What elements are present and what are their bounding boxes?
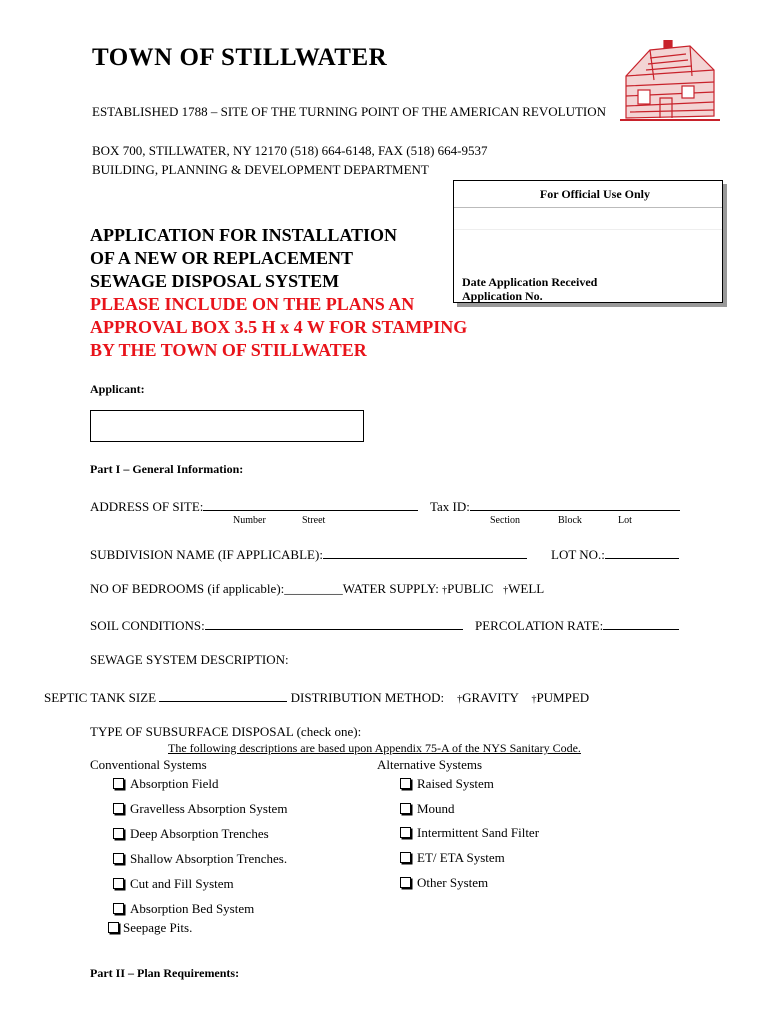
subsurface-note: The following descriptions are based upon Appendix 75-A of the NYS Sanitary Code.	[168, 741, 581, 755]
part1-heading: Part I – General Information:	[90, 462, 244, 476]
checkbox-label: ET/ ETA System	[417, 850, 505, 865]
checkbox-icon	[400, 852, 411, 863]
checkbox-deep-trenches[interactable]	[113, 826, 269, 842]
town-logo-house-icon	[620, 40, 720, 124]
alternative-heading: Alternative Systems	[377, 757, 483, 772]
checkbox-shallow-trenches[interactable]	[113, 851, 287, 867]
bedrooms-label: NO OF BEDROOMS (if applicable):_________WATER SUPPLY:	[90, 581, 439, 596]
checkbox-icon	[108, 922, 119, 933]
well-radio[interactable]: †	[503, 585, 509, 596]
checkbox-seepage-pits[interactable]	[108, 920, 192, 936]
perc-label: PERCOLATION RATE:	[475, 618, 604, 633]
lot-label: Lot	[618, 515, 632, 526]
checkbox-mound[interactable]	[400, 801, 455, 817]
checkbox-icon	[400, 827, 411, 838]
perc-field[interactable]	[603, 617, 679, 630]
address-line: BOX 700, STILLWATER, NY 12170 (518) 664-6148, FAX (518) 664-9537	[92, 143, 488, 158]
checkbox-icon	[113, 803, 124, 814]
checkbox-icon	[113, 903, 124, 914]
checkbox-icon	[400, 778, 411, 789]
checkbox-label: Deep Absorption Trenches	[130, 826, 269, 841]
checkbox-label: Absorption Field	[130, 776, 219, 791]
checkbox-label: Cut and Fill System	[130, 876, 234, 891]
subsurface-label: TYPE OF SUBSURFACE DISPOSAL (check one):	[90, 724, 362, 739]
checkbox-label: Other System	[417, 875, 489, 890]
official-fields	[462, 275, 597, 303]
block-label: Block	[558, 515, 582, 526]
checkbox-icon	[400, 877, 411, 888]
septic-row	[44, 689, 589, 706]
street-label: Street	[302, 515, 326, 526]
sewage-desc-label: SEWAGE SYSTEM DESCRIPTION:	[90, 652, 289, 667]
checkbox-gravelless[interactable]	[113, 801, 287, 817]
notice-line: APPROVAL BOX 3.5 H x 4 W FOR STAMPING	[90, 317, 468, 337]
distribution-label: DISTRIBUTION METHOD:	[290, 690, 445, 705]
lotno-field[interactable]	[605, 546, 679, 559]
official-divider	[454, 229, 722, 230]
checkbox-label: Gravelless Absorption System	[130, 801, 288, 816]
application-no-label: Application No.	[462, 289, 543, 303]
soil-row	[90, 617, 463, 634]
title-line: SEWAGE DISPOSAL SYSTEM	[90, 271, 340, 291]
notice-line: BY THE TOWN OF STILLWATER	[90, 340, 367, 360]
application-title	[90, 224, 467, 362]
checkbox-intermittent-sand[interactable]	[400, 825, 539, 841]
town-title: TOWN OF STILLWATER	[92, 44, 388, 71]
checkbox-label: Shallow Absorption Trenches.	[130, 851, 288, 866]
gravity-radio[interactable]: †	[457, 694, 463, 705]
lotno-label: LOT NO.:	[551, 547, 605, 562]
applicant-field[interactable]	[90, 410, 364, 442]
established-line: ESTABLISHED 1788 – SITE OF THE TURNING POINT OF THE AMERICAN REVOLUTION	[92, 104, 607, 119]
subdivision-row	[90, 546, 527, 563]
checkbox-icon	[113, 853, 124, 864]
checkbox-icon	[113, 778, 124, 789]
department-line: BUILDING, PLANNING & DEVELOPMENT DEPARTMENT	[92, 162, 429, 177]
checkbox-raised-system[interactable]	[400, 776, 494, 792]
address-row	[90, 498, 418, 515]
perc-row	[475, 617, 679, 634]
official-use-heading: For Official Use Only	[454, 181, 722, 208]
pumped-radio[interactable]: †	[531, 694, 537, 705]
number-label: Number	[233, 515, 266, 526]
septic-field[interactable]	[159, 689, 287, 702]
bedrooms-row	[90, 581, 544, 597]
checkbox-absorption-bed[interactable]	[113, 901, 254, 917]
public-radio[interactable]: †	[442, 585, 448, 596]
septic-label: SEPTIC TANK SIZE	[44, 690, 157, 705]
checkbox-icon	[113, 828, 124, 839]
checkbox-icon	[400, 803, 411, 814]
address-field[interactable]	[203, 498, 418, 511]
checkbox-label: Raised System	[417, 776, 494, 791]
subdivision-label: SUBDIVISION NAME (IF APPLICABLE):	[90, 547, 323, 562]
checkbox-label: Intermittent Sand Filter	[417, 825, 540, 840]
taxid-row	[430, 498, 680, 515]
lotno-row	[551, 546, 679, 563]
public-label: PUBLIC	[447, 581, 494, 596]
gravity-label: GRAVITY	[462, 690, 519, 705]
well-label: WELL	[508, 581, 545, 596]
official-use-box	[453, 180, 723, 303]
soil-field[interactable]	[205, 617, 463, 630]
pumped-label: PUMPED	[536, 690, 590, 705]
applicant-label: Applicant:	[90, 382, 145, 396]
title-line: APPLICATION FOR INSTALLATION	[90, 225, 398, 245]
notice-line: PLEASE INCLUDE ON THE PLANS AN	[90, 294, 415, 314]
section-label: Section	[490, 515, 520, 526]
checkbox-absorption-field[interactable]	[113, 776, 218, 792]
conventional-heading: Conventional Systems	[90, 757, 207, 772]
subdivision-field[interactable]	[323, 546, 527, 559]
checkbox-label: Mound	[417, 801, 455, 816]
taxid-label: Tax ID:	[430, 499, 470, 514]
title-line: OF A NEW OR REPLACEMENT	[90, 248, 354, 268]
checkbox-label: Seepage Pits.	[123, 920, 193, 935]
checkbox-et-eta[interactable]	[400, 850, 505, 866]
taxid-field[interactable]	[470, 498, 680, 511]
checkbox-other-system[interactable]	[400, 875, 488, 891]
checkbox-label: Absorption Bed System	[130, 901, 255, 916]
checkbox-cut-fill[interactable]	[113, 876, 234, 892]
soil-label: SOIL CONDITIONS:	[90, 618, 205, 633]
date-received-label: Date Application Received	[462, 275, 598, 289]
checkbox-icon	[113, 878, 124, 889]
part2-heading: Part II – Plan Requirements:	[90, 966, 240, 980]
address-label: ADDRESS OF SITE:	[90, 499, 204, 514]
